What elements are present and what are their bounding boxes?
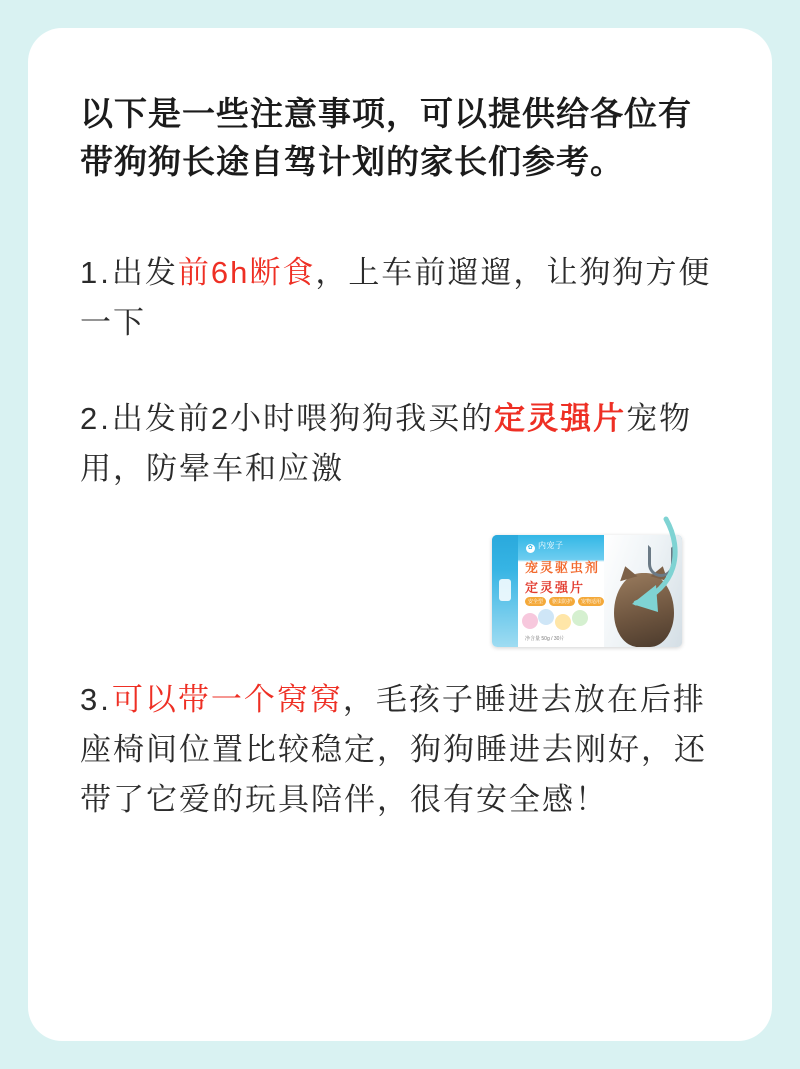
list-item-highlight: 前6h断食 bbox=[177, 254, 316, 290]
list-item-highlight: 可以带一个窝窝 bbox=[111, 681, 343, 717]
list-item-text: 宠物用，防晕车和应激 bbox=[80, 401, 693, 487]
list-item-text: 出发前2小时喂狗狗我买的 bbox=[111, 401, 495, 437]
product-title-line1: 宠灵驱虫剂 bbox=[525, 559, 601, 575]
curved-arrow-icon bbox=[516, 511, 686, 641]
product-net-weight: 净含量 50g / 30片 bbox=[525, 635, 565, 642]
product-tag: 宠物适用 bbox=[578, 597, 604, 606]
product-box-side-mark bbox=[499, 579, 511, 601]
product-brand-label: 内宠子 bbox=[538, 540, 564, 550]
list-item-text: ，毛孩子睡进去放在后排座椅间位置比较稳定，狗狗睡进去刚好，还带了它爱的玩具陪伴，很有安全感！ bbox=[80, 681, 707, 817]
paw-icon: ✿ bbox=[527, 544, 534, 551]
list-item bbox=[80, 248, 720, 348]
list-item-highlight: 定灵强片 bbox=[494, 401, 627, 437]
list-item-number: 3. bbox=[80, 681, 112, 717]
product-tag: 安全型 bbox=[525, 597, 546, 606]
product-tag: 驱虫防护 bbox=[549, 597, 575, 606]
product-box-side bbox=[492, 535, 518, 647]
list-item-text: ，上车前遛遛，让狗狗方便一下 bbox=[80, 254, 712, 340]
list-item bbox=[80, 394, 720, 494]
note-card bbox=[28, 28, 772, 1041]
product-title-line2: 定灵强片 bbox=[525, 579, 586, 595]
product-illustration-row bbox=[80, 541, 720, 667]
list-item bbox=[80, 675, 720, 826]
page-title: 以下是一些注意事项，可以提供给各位有带狗狗长途自驾计划的家长们参考。 bbox=[80, 95, 692, 180]
list-item-number: 1. bbox=[80, 254, 112, 290]
list-item-text: 出发 bbox=[111, 254, 178, 290]
list-item-number: 2. bbox=[80, 401, 112, 437]
